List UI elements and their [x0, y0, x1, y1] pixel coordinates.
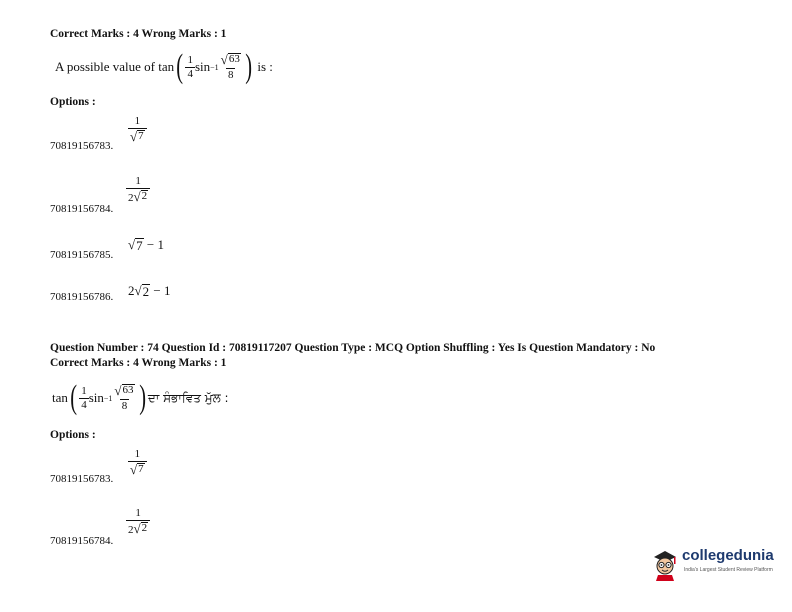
q73-marks: Correct Marks : 4 Wrong Marks : 1	[50, 28, 227, 40]
tan-label: tan	[158, 59, 175, 74]
fraction-sqrt63-over-8: √ 63 8	[220, 52, 240, 81]
q74-suffix: ਦਾ ਸੰਭਾਵਿਤ ਮੁੱਲ :	[147, 390, 229, 405]
q73-option-4-math[interactable]: 2 √ 2 − 1	[128, 283, 171, 299]
q74-expression	[52, 381, 148, 415]
mascot-icon	[650, 545, 680, 581]
fraction-one-fourth: $\frac{1}{4}$	[187, 53, 193, 80]
left-paren: (	[70, 379, 77, 416]
left-paren: (	[176, 48, 184, 85]
q74-question	[52, 375, 229, 421]
q73-option-2-id: 70819156784.	[50, 203, 114, 215]
q74-option-1-id: 70819156783.	[50, 473, 114, 485]
q73-option-1-math[interactable]: 1 √ 7	[128, 116, 147, 144]
q73-expression	[158, 50, 254, 84]
inverse-exponent: −1	[210, 62, 219, 72]
logo-wordmark: collegedunia	[682, 547, 774, 564]
right-paren: )	[245, 48, 252, 85]
q73-option-1-id: 70819156783.	[50, 140, 114, 152]
q74-options-label: Options :	[50, 429, 96, 441]
q74-option-1-math[interactable]: 1 √ 7	[128, 449, 147, 477]
sin-label: sin	[88, 390, 104, 405]
q73-suffix: is :	[257, 59, 273, 74]
q73-option-2-math[interactable]: 1 2 √ 2	[126, 176, 150, 204]
q73-question	[55, 44, 273, 90]
collegedunia-logo[interactable]	[650, 545, 782, 581]
tan-label: tan	[52, 390, 68, 405]
logo-tagline: India's Largest Student Review Platform	[684, 567, 773, 573]
inverse-exponent: −1	[103, 393, 113, 403]
q74-option-2-math[interactable]: 1 2 √ 2	[126, 508, 150, 536]
sin-label: sin	[194, 59, 211, 74]
q74-option-2-id: 70819156784.	[50, 535, 114, 547]
q74-marks: Correct Marks : 4 Wrong Marks : 1	[50, 357, 227, 369]
q73-option-3-id: 70819156785.	[50, 249, 114, 261]
q73-prefix: A possible value of	[55, 59, 156, 74]
q73-option-4-id: 70819156786.	[50, 291, 114, 303]
fraction-sqrt63-over-8: √ 63 8	[114, 383, 134, 412]
q73-option-3-math[interactable]: √ 7 − 1	[128, 237, 164, 253]
fraction-one-fourth: $\frac{1}{4}$	[81, 384, 87, 411]
q73-options-label: Options :	[50, 96, 96, 108]
right-paren: )	[138, 379, 146, 416]
q74-header: Question Number : 74 Question Id : 70819117207 Question Type : MCQ Option Shuffling : Yes Is Question Mandatory : No	[50, 342, 656, 354]
